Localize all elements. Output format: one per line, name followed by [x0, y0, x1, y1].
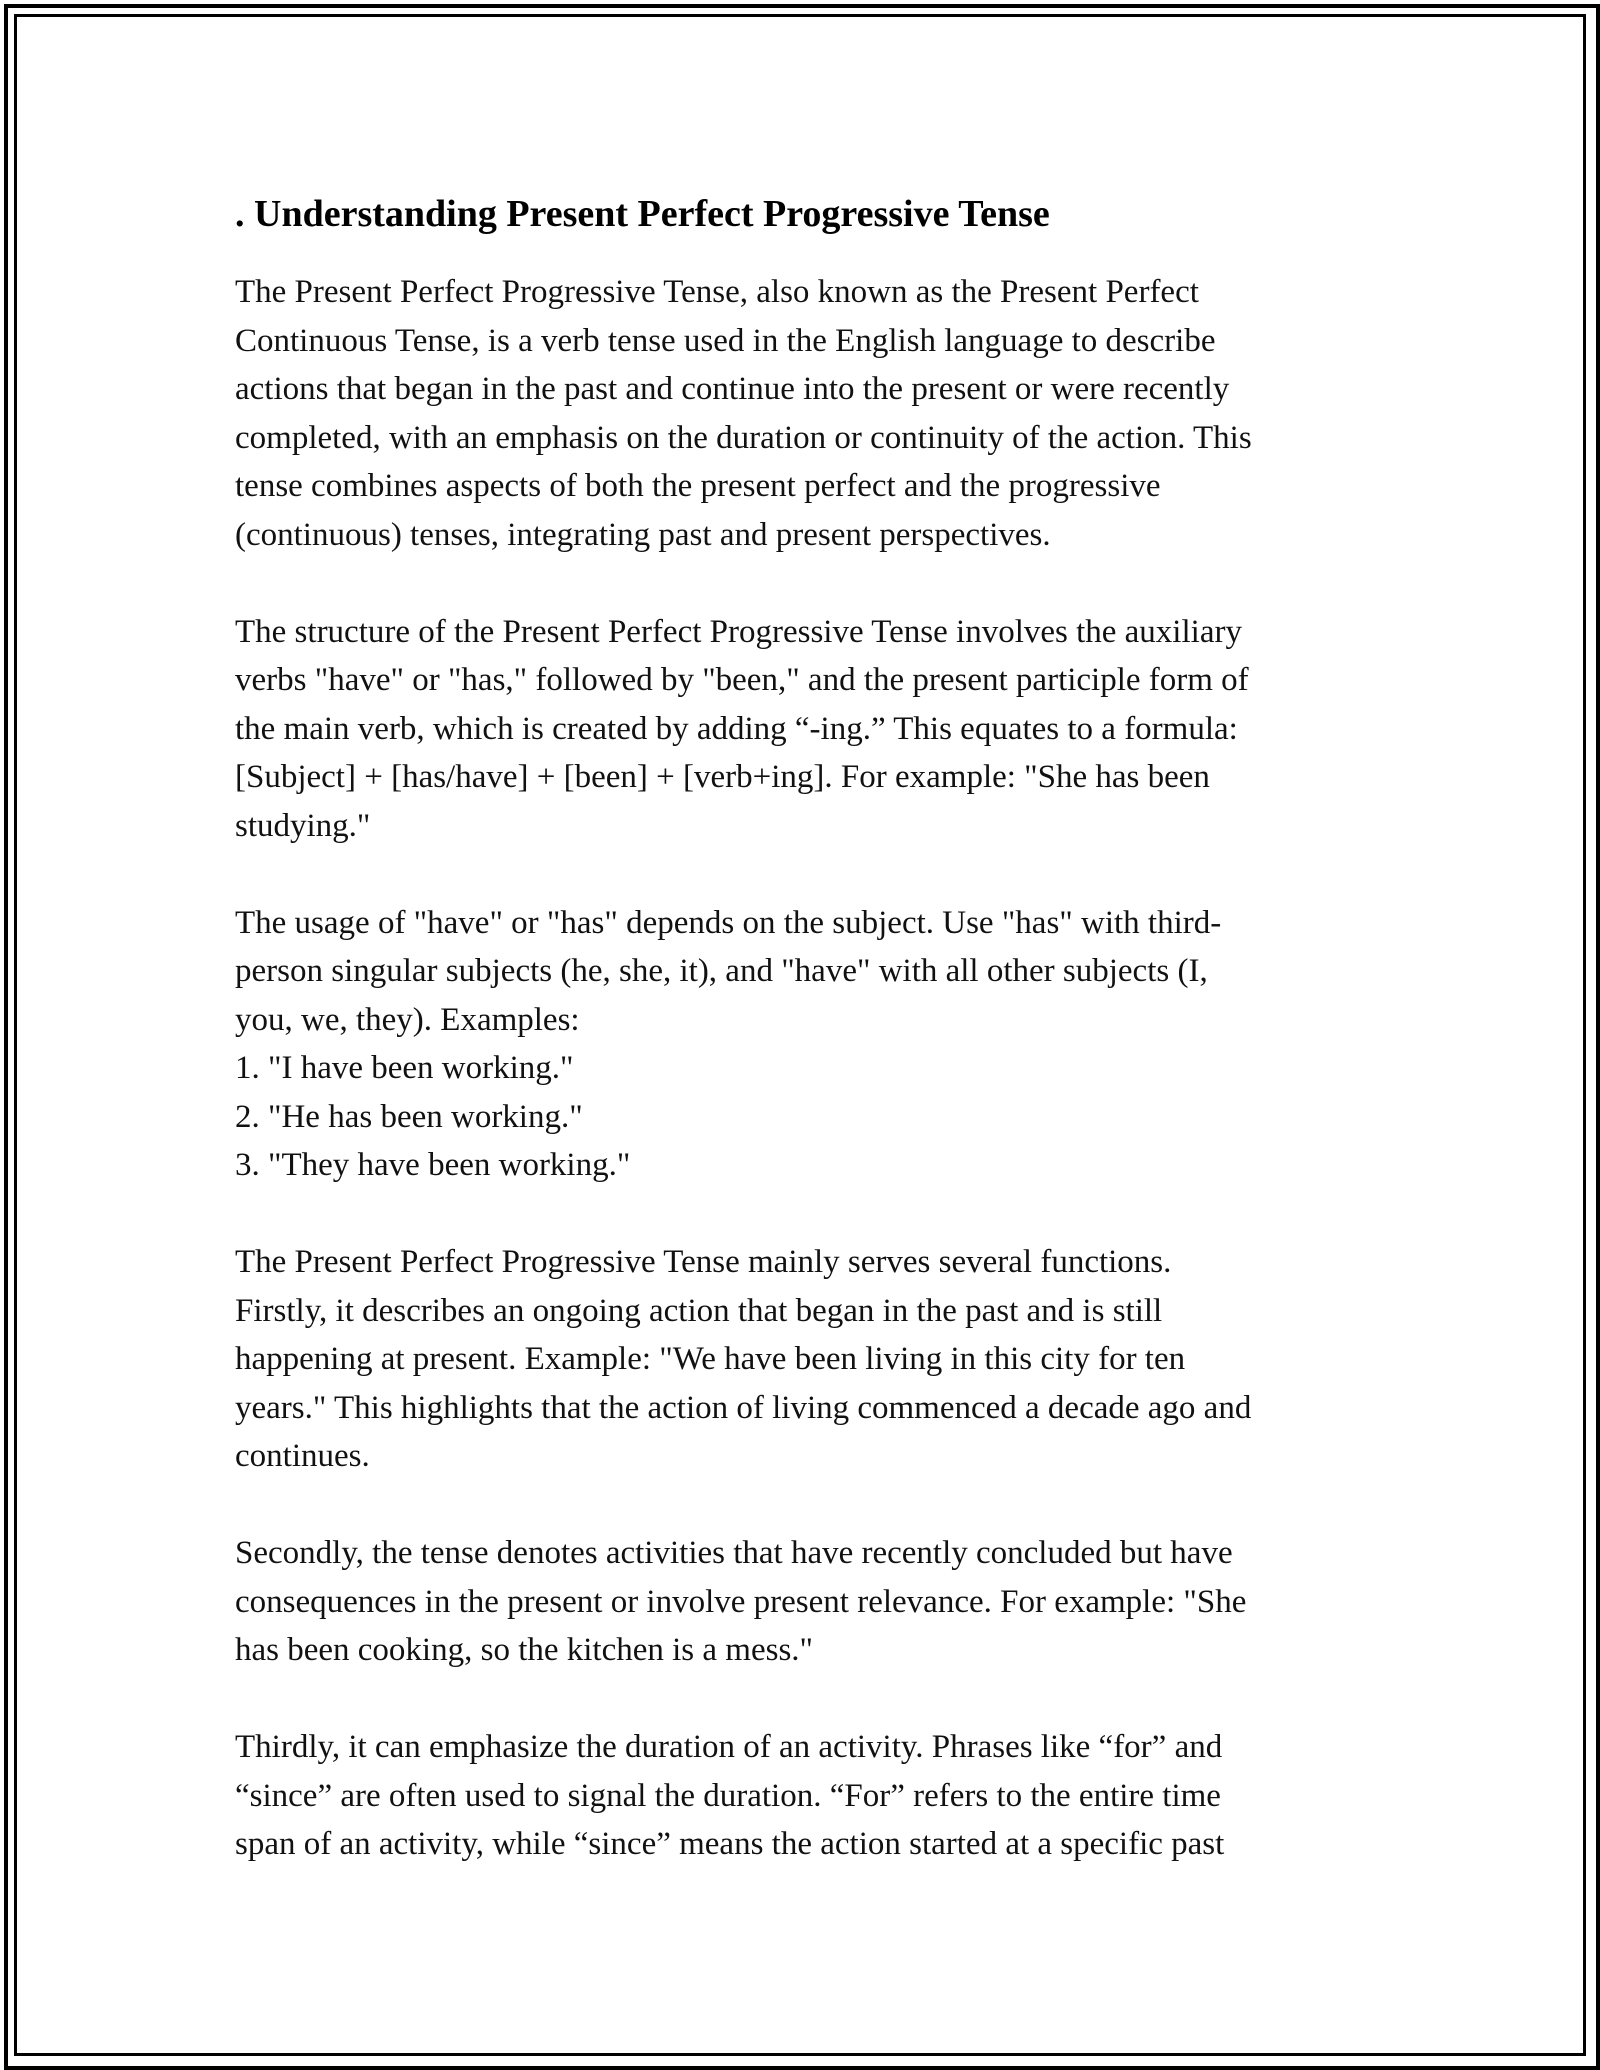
paragraph-functions	[235, 1238, 1385, 1481]
text-line: Continuous Tense, is a verb tense used in the English language to describe	[235, 322, 1216, 359]
text-line: the main verb, which is created by adding “-ing.” This equates to a formula:	[235, 710, 1238, 747]
text-line: consequences in the present or involve present relevance. For example: "She	[235, 1583, 1247, 1620]
text-line: years." This highlights that the action of living commenced a decade ago and	[235, 1389, 1252, 1426]
text-line: verbs "have" or "has," followed by "been," and the present participle form of	[235, 662, 1249, 698]
text-line: happening at present. Example: "We have been living in this city for ten	[235, 1341, 1186, 1377]
text-line: “since” are often used to signal the duration. “For” refers to the entire time	[235, 1777, 1221, 1814]
text-line: you, we, they). Examples:	[235, 1001, 580, 1038]
example-item: 3. "They have been working."	[235, 1147, 631, 1183]
text-line: continues.	[235, 1438, 370, 1474]
text-line: [Subject] + [has/have] + [been] + [verb+ing]. For example: "She has been	[235, 759, 1210, 795]
example-item: 2. "He has been working."	[235, 1098, 583, 1135]
text-line: Secondly, the tense denotes activities that have recently concluded but have	[235, 1535, 1233, 1571]
paragraph-structure	[235, 608, 1385, 851]
text-line: completed, with an emphasis on the duration or continuity of the action. This	[235, 419, 1252, 456]
paragraph-usage	[235, 899, 1385, 1190]
text-line: Firstly, it describes an ongoing action that began in the past and is still	[235, 1292, 1163, 1329]
text-line: The structure of the Present Perfect Progressive Tense involves the auxiliary	[235, 613, 1242, 650]
text-line: Thirdly, it can emphasize the duration of an activity. Phrases like “for” and	[235, 1729, 1223, 1765]
document-body	[235, 186, 1385, 1869]
text-line: The Present Perfect Progressive Tense mainly serves several functions.	[235, 1244, 1172, 1280]
document-title: . Understanding Present Perfect Progressive Tense	[235, 193, 1050, 235]
text-line: (continuous) tenses, integrating past and present perspectives.	[235, 516, 1051, 553]
paragraph-secondly	[235, 1529, 1385, 1675]
text-line: studying."	[235, 807, 371, 844]
paragraph-thirdly	[235, 1723, 1385, 1869]
text-line: person singular subjects (he, she, it), and "have" with all other subjects (I,	[235, 953, 1208, 989]
paragraph-definition	[235, 268, 1385, 559]
example-item: 1. "I have been working."	[235, 1050, 574, 1086]
text-line: tense combines aspects of both the present perfect and the progressive	[235, 468, 1161, 504]
text-line: The usage of "have" or "has" depends on the subject. Use "has" with third-	[235, 904, 1222, 941]
text-line: The Present Perfect Progressive Tense, also known as the Present Perfect	[235, 274, 1199, 310]
text-line: has been cooking, so the kitchen is a mess."	[235, 1632, 814, 1668]
text-line: actions that began in the past and continue into the present or were recently	[235, 371, 1230, 407]
text-line: span of an activity, while “since” means the action started at a specific past	[235, 1826, 1225, 1862]
